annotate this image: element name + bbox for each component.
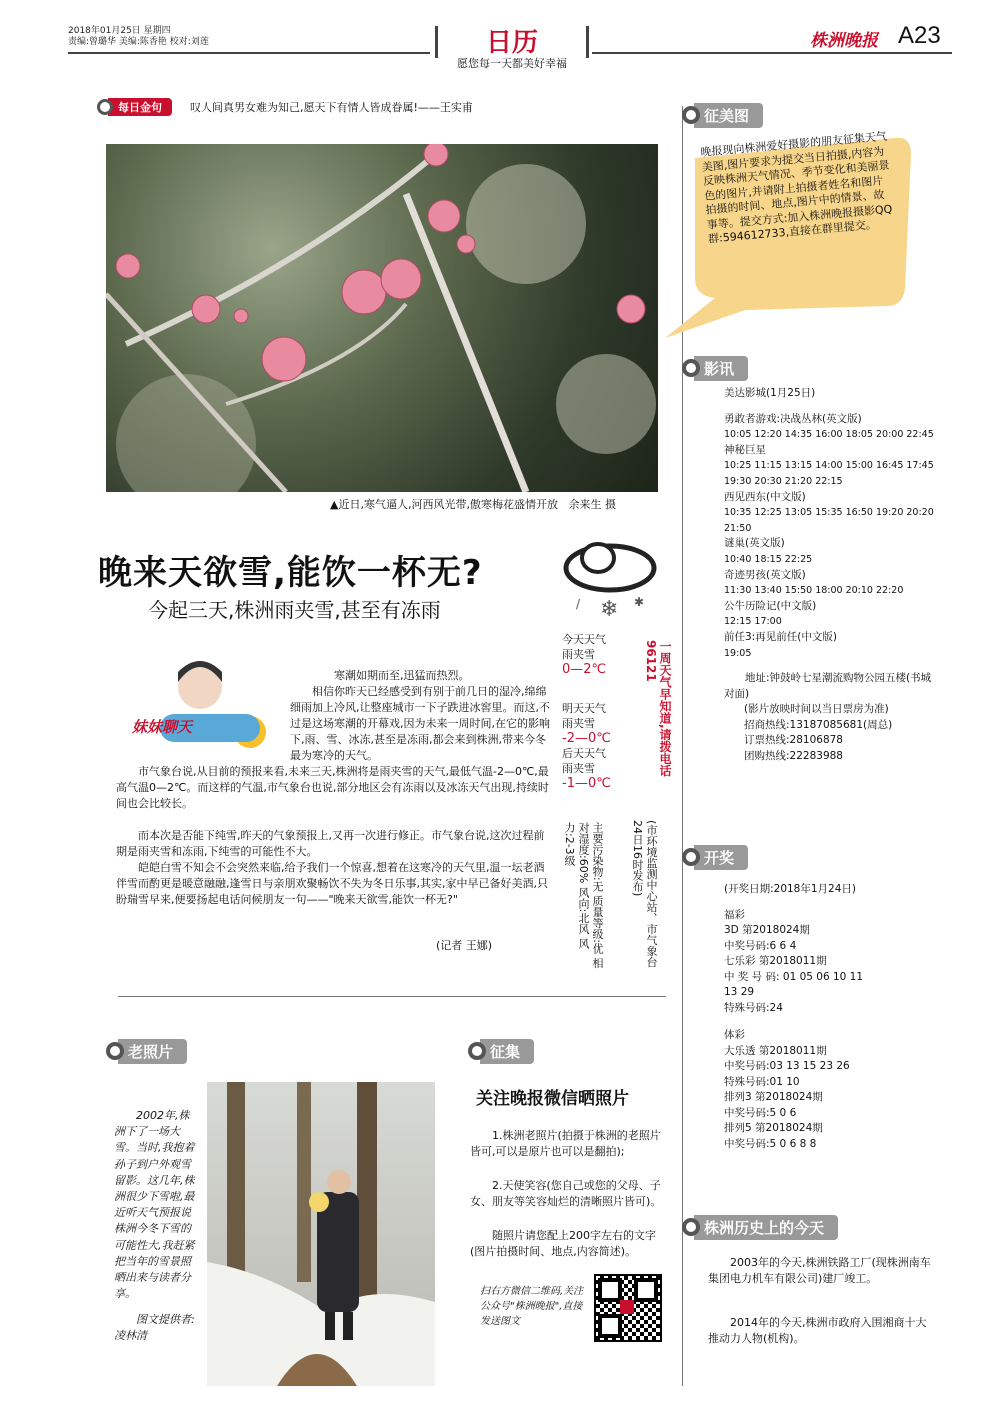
film-times: 19:05 — [724, 647, 752, 659]
cinema-hotline-2: 订票热线:28106878 — [744, 734, 843, 747]
weather-hotline: 一周天气早知道,请拨电话96121 — [644, 640, 672, 777]
forecast-source: (市环境监测中心站、市气象台24日16时发布) — [631, 820, 658, 968]
lottery-line: 排列5 第2018024期 — [724, 1122, 823, 1134]
article-para-3: 市气象台说,从目前的预报来看,未来三天,株洲将是雨夹雪的天气,最低气温-2—0℃,最高气温0—2℃。而这样的气温,市气象台也说,部分地区会有冻雨以及冰冻天气出现,持续时间也会比较长。 — [116, 765, 549, 810]
forecast-panel — [562, 632, 626, 791]
header-rule-right — [592, 52, 952, 54]
lottery-line: 3D 第2018024期 — [724, 924, 810, 936]
qr-finder-icon — [598, 1314, 622, 1338]
welfare-label: 福彩 — [724, 908, 745, 921]
film-times: 10:05 12:20 14:35 16:00 18:05 20:00 22:45 — [724, 429, 934, 441]
cinema-list — [724, 386, 936, 765]
lottery-line: 特殊号码:01 10 — [724, 1075, 800, 1088]
film-name: 谜巢(英文版) — [724, 537, 785, 550]
quote-bar — [97, 98, 473, 116]
photo-caption — [330, 496, 616, 512]
lottery-line: 中奖号码:6 6 4 — [724, 939, 797, 952]
lottery-line: 排列3 第2018024期 — [724, 1091, 823, 1103]
lottery-date: (开奖日期:2018年1月24日) — [724, 883, 856, 895]
header-divider-right — [586, 26, 589, 58]
quote-label: 每日金句 — [108, 98, 172, 116]
cinema-note: (影片放映时间以当日票房为准) — [744, 703, 889, 716]
film-name: 西见西东(中文版) — [724, 490, 806, 503]
plum-blossom-illustration — [106, 144, 658, 492]
lottery-line: 中奖号码:03 13 15 23 26 — [724, 1060, 850, 1072]
lottery-line: 七乐彩 第2018011期 — [724, 955, 827, 967]
section-dot-icon — [682, 1218, 700, 1236]
film-times: 12:15 17:00 — [724, 616, 782, 628]
date-line: 2018年01月25日 星期四 — [68, 26, 171, 36]
today-label: 今天天气 — [562, 633, 606, 646]
header-divider-left — [435, 26, 438, 58]
wind: 风向:北风 风力:2-3级 — [563, 822, 590, 949]
history-title: 株洲历史上的今天 — [694, 1215, 838, 1240]
tomorrow-label: 明天天气 — [562, 702, 606, 715]
photo-credit: 余来生 摄 — [568, 498, 616, 511]
cinema-hotline-1: 招商热线:13187085681(周总) — [744, 718, 893, 731]
dayafter-label: 后天天气 — [562, 747, 606, 760]
weather-headline: 晚来天欲雪,能饮一杯无? — [98, 553, 483, 593]
tomorrow-weather: 雨夹雪 — [562, 717, 595, 730]
plum-blossom-photo — [106, 144, 658, 492]
cinema-heading — [682, 357, 748, 379]
qr-center-logo-icon — [620, 1300, 634, 1314]
forecast-air-quality — [562, 822, 604, 972]
lottery-results — [724, 882, 936, 1152]
collection-headline: 关注晚报微信晒照片 — [476, 1089, 629, 1109]
collection-item-2: 2.天使笑容(您自己或您的父母、子女、朋友等笑容灿烂的清晰照片皆可)。 — [470, 1179, 662, 1208]
section-dot-icon — [682, 106, 700, 124]
snow-scene-illustration — [207, 1082, 435, 1386]
collection-title: 征集 — [480, 1039, 534, 1064]
collection-heading — [468, 1040, 534, 1062]
humidity: 相对湿度:60% — [577, 822, 604, 969]
column-logo-text: 妹妹聊天 — [132, 718, 193, 736]
weather-subhead: 今起三天,株洲雨夹雪,甚至有冻雨 — [148, 598, 441, 622]
lottery-title: 开奖 — [694, 845, 748, 870]
collection-item-3: 随照片请您配上200字左右的文字(图片拍摄时间、地点,内容简述)。 — [470, 1229, 656, 1258]
snow-cloud-icon — [562, 538, 658, 628]
film-times: 11:30 13:40 15:50 18:00 20:10 22:20 — [724, 585, 904, 597]
film-name: 公牛历险记(中文版) — [724, 599, 817, 612]
qr-finder-icon — [598, 1278, 622, 1302]
pollutant: 主要污染物:无 — [591, 822, 604, 892]
lottery-line: 大乐透 第2018011期 — [724, 1044, 827, 1057]
old-photo-credit: 图文提供者:凌林清 — [114, 1313, 195, 1342]
call-photos-text: 晚报现向株洲爱好摄影的朋友征集天气美图,图片要求为提交当日拍摄,内容为反映株洲天气情况、季节变化和美丽景色的图片,并请附上拍摄者姓名和图片拍摄的时间、地点,图片中的情景、故事等。提交方式:加入株洲晚报摄影QQ群:594612733,直接在群里提交。 — [700, 129, 893, 246]
film-times: 10:40 18:15 22:25 — [724, 553, 813, 565]
lottery-line: 中奖号码:5 0 6 — [724, 1106, 797, 1119]
quality: 质量等级:优 — [591, 895, 604, 954]
svg-text:❄: ❄ — [600, 597, 619, 622]
old-photo-heading — [106, 1040, 187, 1062]
quote-dot-icon — [97, 99, 113, 115]
article-para-1: 寒潮如期而至,迅猛而热烈。 — [334, 669, 470, 682]
film-name: 勇敢者游戏:决战丛林(英文版) — [724, 412, 862, 425]
article-para-4: 而本次是否能下纯雪,昨天的气象预报上,又再一次进行修正。市气象台说,这次过程前期是雨夹雪和冻雨,下纯雪的可能性不大。 — [116, 829, 545, 858]
svg-text:/: / — [576, 597, 581, 611]
history-para-2: 2014年的今天,株洲市政府入围湘商十大推动力人物(机构)。 — [708, 1316, 927, 1345]
paper-logo: 株洲晚报 — [810, 31, 878, 51]
cinema-hotline-3: 团购热线:22283988 — [744, 750, 843, 763]
collection-item-1: 1.株洲老照片(拍摄于株洲的老照片皆可,可以是原片也可以是翻拍); — [470, 1129, 661, 1158]
photo-caption-text: ▲近日,寒气逼人,河西风光带,傲寒梅花盛情开放 — [330, 498, 558, 511]
sports-label: 体彩 — [724, 1029, 745, 1041]
film-times: 10:35 12:25 13:05 15:35 16:50 19:20 20:20 21:50 — [724, 507, 934, 534]
today-temp: 0—2℃ — [562, 662, 607, 677]
today-weather: 雨夹雪 — [562, 648, 595, 661]
section-dot-icon — [468, 1042, 486, 1060]
section-dot-icon — [682, 359, 700, 377]
lottery-line: 特殊号码:24 — [724, 1001, 783, 1014]
tomorrow-temp: -2—0℃ — [562, 731, 611, 746]
mid-rule — [118, 996, 666, 997]
columnist-avatar-icon — [120, 652, 270, 760]
lottery-line: 中 奖 号 码: 01 05 06 10 11 — [724, 970, 864, 983]
article-para-2: 相信你昨天已经感受到有别于前几日的湿冷,绵绵细雨加上冷风,让整座城市一下子跌进冰窖里。而这,不过是这场寒潮的开幕戏,因为未来一周时间,在它的影响下,雨、雪、冰冻,甚至是冻雨,都会来到株洲,带来今冬最为寒冷的天气。 — [290, 685, 550, 762]
old-snow-photo — [207, 1082, 435, 1386]
section-dot-icon — [106, 1042, 124, 1060]
dayafter-temp: -1—0℃ — [562, 776, 611, 791]
cinema-venue: 美达影城(1月25日) — [724, 387, 816, 399]
header-rule-left — [68, 52, 430, 54]
svg-text:✱: ✱ — [634, 595, 645, 609]
column-logo — [120, 652, 270, 760]
lottery-heading — [682, 846, 748, 868]
quote-text: 叹人间真男女难为知己,愿天下有情人皆成眷属!——王实甫 — [190, 101, 473, 114]
history-heading — [682, 1216, 838, 1238]
editor-line: 责编:曾璐华 美编:陈香艳 校对:刘莲 — [68, 37, 209, 47]
history-para-1: 2003年的今天,株洲铁路工厂(现株洲南车集团电力机车有限公司)建厂竣工。 — [708, 1256, 931, 1285]
section-dot-icon — [682, 848, 700, 866]
page-number: A23 — [898, 22, 941, 49]
section-subtitle: 愿您每一天都美好幸福 — [457, 57, 567, 70]
section-title: 日历 — [485, 28, 538, 58]
film-times: 10:25 11:15 13:15 14:00 15:00 16:45 17:45 19:30 20:30 21:20 22:15 — [724, 460, 934, 487]
old-photo-title: 老照片 — [118, 1039, 187, 1064]
film-name: 神秘巨星 — [724, 443, 766, 456]
article-para-5: 皑皑白雪不知会不会突然来临,给予我们一个惊喜,想着在这寒冷的天气里,温一坛老酒伴雪而酌更是暖意融融,逢雪日与亲朋欢聚畅饮不失为冬日乐事,其实,家中早已备好美酒,只盼瑞雪早来,便要扬起电话问候朋友一句——"晚来天欲雪,能饮一杯无?" — [116, 861, 548, 906]
call-photos-heading — [682, 104, 763, 126]
cinema-address: 地址:钟鼓岭七星潮流购物公园五楼(书城对面) — [724, 672, 932, 700]
film-name: 前任3:再见前任(中文版) — [724, 630, 837, 643]
lottery-line: 中奖号码:5 0 6 8 8 — [724, 1137, 817, 1150]
dayafter-weather: 雨夹雪 — [562, 762, 595, 775]
lottery-line: 13 29 — [724, 986, 755, 998]
cinema-title: 影讯 — [694, 356, 748, 381]
old-photo-text: 2002年,株洲下了一场大雪。当时,我抱着孙子到户外观雪留影。这几年,株洲很少下雪啦,最近听天气预报说株洲今冬下雪的可能性大,我赶紧把当年的雪景照晒出来与读者分享。 — [114, 1109, 195, 1301]
article-byline: (记者 王娜) — [436, 939, 493, 952]
call-photos-title: 征美图 — [694, 103, 763, 128]
film-name: 奇迹男孩(英文版) — [724, 568, 806, 581]
qr-note: 扫右方微信二维码,关注公众号"株洲晚报",直接发送图文 — [480, 1286, 584, 1327]
qr-finder-icon — [634, 1278, 658, 1302]
wechat-qr-code[interactable] — [594, 1274, 662, 1342]
